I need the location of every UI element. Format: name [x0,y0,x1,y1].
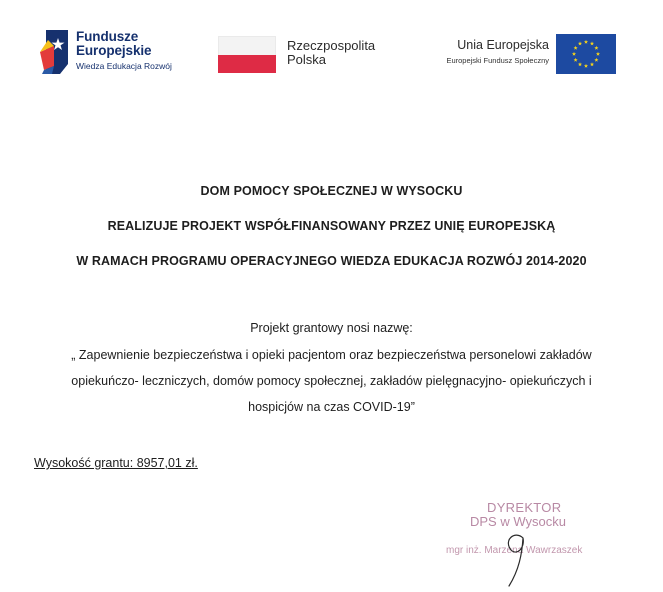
fe-text-block [76,30,172,71]
ue-name: Unia Europejska [457,38,549,52]
fe-star-flag-icon [40,30,68,74]
fe-name-line1: Fundusze [76,29,139,44]
stamp-director-name: mgr inż. Marzena Wawrzaszek [446,545,583,556]
project-intro: Projekt grantowy nosi nazwę: [250,321,413,335]
eu-flag-icon [556,34,616,74]
heading-programme: W RAMACH PROGRAMU OPERACYJNEGO WIEDZA EDUKACJA ROZWÓJ 2014-2020 [76,254,587,268]
rp-name-line1: Rzeczpospolita [287,38,376,53]
stamp-title: DYREKTOR [487,500,562,515]
rp-text-block [287,39,375,67]
project-title-line2: opiekuńczo- leczniczych, domów pomocy społecznej, zakładów pielęgnacyjno- opiekuńczych i [71,374,592,388]
ue-text-block [446,38,549,65]
polish-flag-icon [218,36,276,73]
fe-name-line2: Europejskie [76,43,152,58]
handwritten-signature [495,520,545,590]
heading-cofinanced: REALIZUJE PROJEKT WSPÓŁFINANSOWANY PRZEZ UNIĘ EUROPEJSKĄ [107,219,556,233]
project-title-line1: „ Zapewnienie bezpieczeństwa i opieki pacjentom oraz bezpieczeństwa personelowi zakładów [71,348,592,362]
heading-institution: DOM POMOCY SPOŁECZNEJ W WYSOCKU [200,184,463,198]
logo-bar [0,28,663,78]
fe-subtitle: Wiedza Edukacja Rozwój [76,61,172,71]
project-title-line3: hospicjów na czas COVID-19” [248,400,415,414]
rzeczpospolita-polska-logo [218,36,398,76]
stamp-organization: DPS w Wysocku [470,514,566,529]
rp-name-line2: Polska [287,52,327,67]
fundusze-europejskie-logo [40,30,220,76]
ue-subtitle: Europejski Fundusz Społeczny [446,56,549,65]
unia-europejska-logo [424,32,624,76]
grant-amount: Wysokość grantu: 8957,01 zł. [34,456,198,470]
